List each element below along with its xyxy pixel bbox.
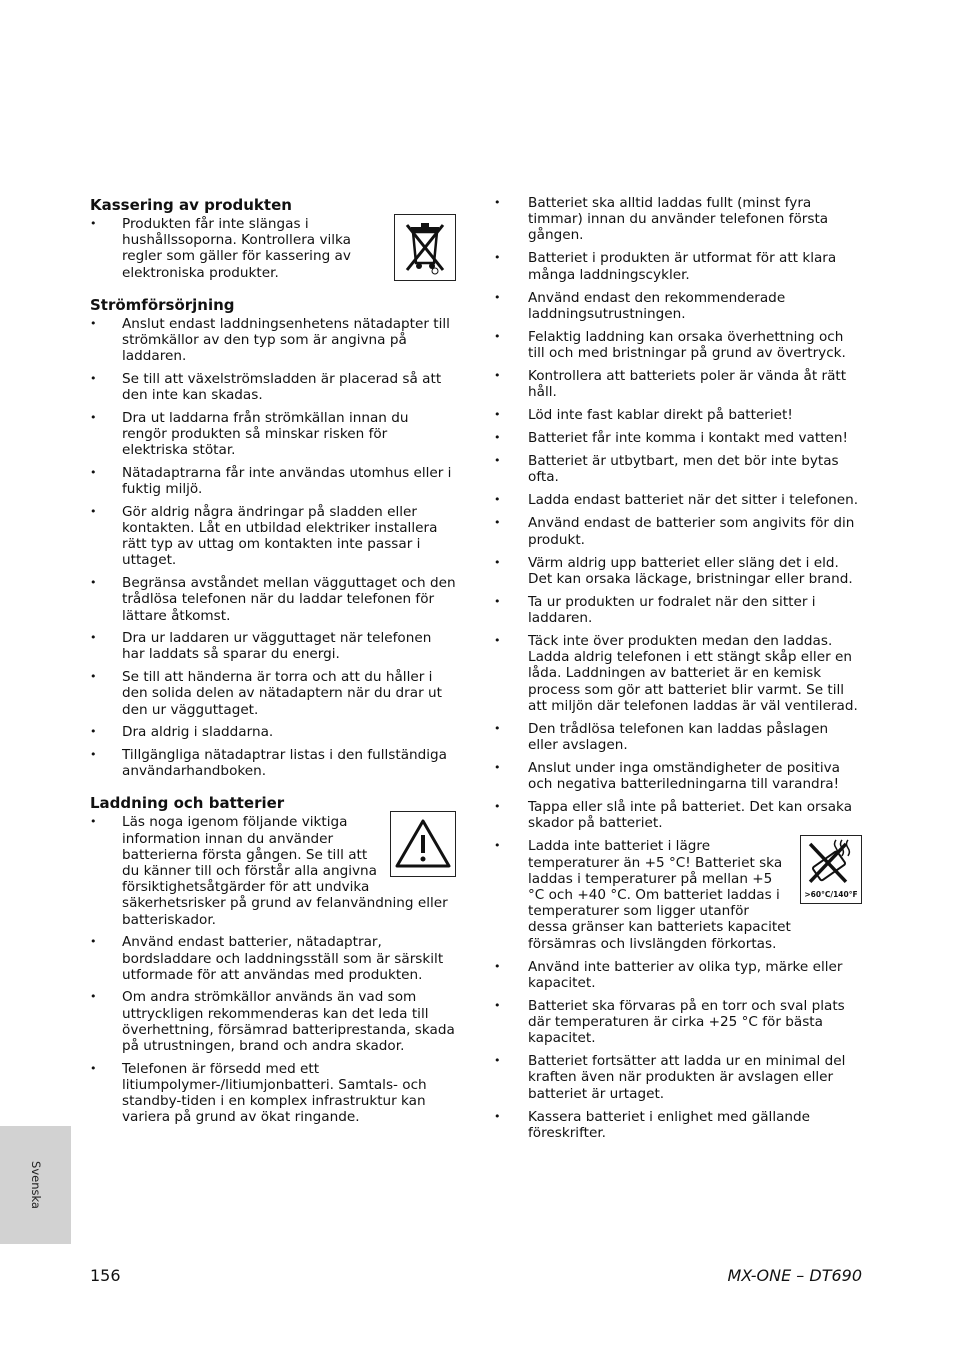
list-item: • Dra aldrig i sladdarna. [90, 724, 456, 740]
list-item: • Använd endast batterier, nätadaptrar, bordsladdare och laddningsställ som är särskilt utformade för att användas med produkten. [90, 934, 456, 983]
list-item: • Batteriet i produkten är utformat för att klara många laddningscykler. [494, 250, 862, 282]
list-item: • Gör aldrig några ändringar på sladden eller kontakten. Låt en utbildad elektriker installera rätt typ av uttag om kontakten inte passar i uttaget. [90, 504, 456, 569]
list-item: • Använd endast den rekommenderade laddningsutrustningen. [494, 290, 862, 322]
list-item: • Batteriet fortsätter att ladda ur en minimal del kraften även när produkten är avslagen eller batteriet är urtaget. [494, 1053, 862, 1102]
list-item: • Se till att växelströmsladden är placerad så att den inte kan skadas. [90, 371, 456, 403]
list-item: • Värm aldrig upp batteriet eller släng det i eld. Det kan orsaka läckage, bristningar eller brand. [494, 555, 862, 587]
list-item: • Den trådlösa telefonen kan laddas påslagen eller avslagen. [494, 721, 862, 753]
list-item: • Batteriet ska förvaras på en torr och sval plats där temperaturen är cirka +25 °C för bästa kapacitet. [494, 998, 862, 1047]
page-number: 156 [90, 1266, 121, 1285]
list-item: • Batteriet ska alltid laddas fullt (minst fyra timmar) innan du använder telefonen första gången. [494, 195, 862, 244]
power-section [90, 295, 456, 780]
temperature-item [494, 838, 862, 951]
temperature-label: • >60°C/140°F [804, 890, 858, 900]
right-column [494, 195, 862, 1148]
list-item: • Kontrollera att batteriets poler är vända åt rätt håll. [494, 368, 862, 400]
charging-heading: Laddning och batterier [90, 794, 285, 813]
document-title: MX-ONE – DT690 [727, 1266, 862, 1285]
list-item: • Läs noga igenom följande viktiga information innan du använder batterierna första gången. Se till att du känner till och förstår alla angivna försiktighetsåtgärder för att undvika säkerhetsrisker på grund av felanvändning eller batteriskador. [90, 814, 456, 927]
list-item: • Tappa eller slå inte på batteriet. Det kan orsaka skador på batteriet. [494, 799, 862, 831]
list-item: • Dra ur laddaren ur vägguttaget när telefonen har laddats så sparar du energi. [90, 630, 456, 662]
list-item: • Ladda endast batteriet när det sitter i telefonen. [494, 492, 862, 508]
list-item: • Använd inte batterier av olika typ, märke eller kapacitet. [494, 959, 862, 991]
list-item: • Batteriet får inte komma i kontakt med vatten! [494, 430, 862, 446]
list-item: • Anslut under inga omständigheter de positiva och negativa batteriledningarna till varandra! [494, 760, 862, 792]
disposal-heading: Kassering av produkten [90, 196, 292, 214]
list-item: • Begränsa avståndet mellan vägguttaget och den trådlösa telefonen när du laddar telefonen för lättare åtkomst. [90, 575, 456, 624]
temperature-text: Ladda inte batteriet i lägre temperaturer än +5 °C! Batteriet ska laddas i temperaturer på mellan +5 °C och +40 °C. Om batteriet laddas i temperaturer som ligger utanför dessa gränser kan batteriets kapacitet försämras och livslängden förkortas. [528, 838, 791, 952]
list-item: • Använd endast de batterier som angivits för din produkt. [494, 515, 862, 547]
list-item: • Felaktig laddning kan orsaka överhettning och till och med bristningar på grund av övertryck. [494, 329, 862, 361]
list-item: • Dra ut laddarna från strömkällan innan du rengör produkten så minskar risken för elektriska stötar. [90, 410, 456, 459]
language-tab-label: Svenska [28, 1161, 43, 1209]
list-item: • Anslut endast laddningsenhetens nätadapter till strömkällor av den typ som är angivna på laddaren. [90, 316, 456, 365]
no-heat-battery-icon [800, 835, 862, 904]
list-item: • Telefonen är försedd med ett litiumpolymer-/litiumjonbatteri. Samtals- och standby-tiden i en komplex infrastruktur kan variera på grund av ökat ringande. [90, 1061, 456, 1126]
list-item: • Täck inte över produkten medan den laddas. Ladda aldrig telefonen i ett stängt skåp eller en låda. Laddningen av batteriet är en kemisk process som gör att batteriet blir varmt. Se till att miljön där telefonen laddas är väl ventilerad. [494, 633, 862, 714]
disposal-section [90, 195, 456, 281]
list-item: • Om andra strömkällor används än vad som uttryckligen rekommenderas kan det leda till överhettning, försämrad batteriprestanda, skada på utrustningen, brand och andra skador. [90, 989, 456, 1054]
left-column [90, 195, 456, 1140]
list-item: • Kassera batteriet i enlighet med gällande föreskrifter. [494, 1109, 862, 1141]
language-tab [0, 1126, 71, 1244]
list-item: • Nätadaptrarna får inte användas utomhus eller i fuktig miljö. [90, 465, 456, 497]
power-heading: Strömförsörjning [90, 295, 235, 314]
list-item: • Tillgängliga nätadaptrar listas i den fullständiga användarhandboken. [90, 747, 456, 779]
list-item: • Se till att händerna är torra och att du håller i den solida delen av nätadaptern när du drar ut den ur vägguttaget. [90, 669, 456, 718]
list-item: • Batteriet är utbytbart, men det bör inte bytas ofta. [494, 453, 862, 485]
list-item: • Ta ur produkten ur fodralet när den sitter i laddaren. [494, 594, 862, 626]
list-item: • Produkten får inte slängas i hushållssoporna. Kontrollera vilka regler som gäller för kassering av elektroniska produkter. [90, 216, 456, 281]
list-item: • Löd inte fast kablar direkt på batteriet! [494, 407, 862, 423]
charging-section [90, 793, 456, 1125]
